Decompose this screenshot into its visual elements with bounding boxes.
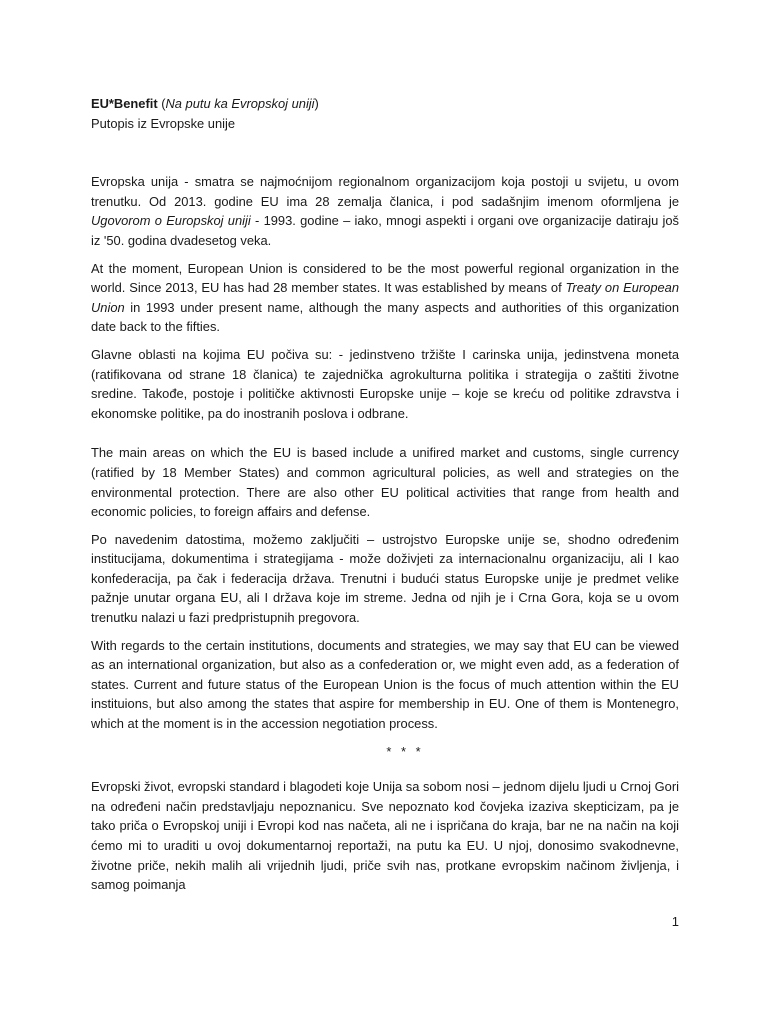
- paragraph-5: Po navedenim datostima, možemo zaključiti – ustrojstvo Europske unije se, shodno određenim institucijama, dokumentima i strategijama - može doživjeti za internacionalnu organizaciju, ali I kao konfederacija, pa čak i federacija država. Trenutni i budući status Europske unije je predmet velike pažnje unutar organa EU, ali I država koje im streme. Jedna od njih je i Crna Gora, koja se u ovom trenutku nalazi u fazi predpristupnih pregovora.: [91, 531, 679, 626]
- document-title: [91, 94, 679, 114]
- paragraph-2: [91, 259, 679, 337]
- paragraph-4: The main areas on which the EU is based include a unifired market and customs, single currency (ratified by 18 Member States) and common agricultural policies, as well and strategies on the environmental protection. There are also other EU political activities that range from health and economic policies, to foreign affairs and defense.: [91, 445, 679, 520]
- paragraph-1: [91, 172, 679, 250]
- paragraph-7: Evropski život, evropski standard i blagodeti koje Unija sa sobom nosi – jednom dijelu ljudi u Crnoj Gori na određeni način predstavljaju nepoznanicu. Sve nepoznato kod čovjeka izaziva skepticizam, pa je tako priča o Evropskoj uniji i Evropi kod nas načeta, ali ne i ispričana do kraja, bar ne na način na koji ćemo mi to uraditi u ovoj dokumentarnoj reportaži, na putu ka EU. U njoj, donosimo svakodnevne, životne priče, nekih malih ali vrijednih ljudi, priče svih nas, protkane evropskim načinom življenja, i samog poimanja: [91, 779, 679, 893]
- paragraph-2-text-b: in 1993 under present name, although the many aspects and authorities of this organization date back to the fifties.: [91, 299, 679, 335]
- paragraph-2-text-a: At the moment, European Union is considered to be the most powerful regional organization in the world. Since 2013, EU has had 28 member states. It was established by means of: [91, 260, 679, 296]
- paragraph-2-italic: Treaty on European Union: [91, 280, 679, 315]
- paragraph-1-text-b: - 1993. godine – iako, mnogi aspekti i organi ove organizacije datiraju još iz '50. godina dvadesetog veka.: [91, 213, 679, 248]
- page-number: 1: [671, 914, 679, 929]
- document-subtitle: Putopis iz Evropske unije: [91, 115, 236, 131]
- title-brand: EU*Benefit: [91, 96, 158, 111]
- paragraph-1-text-a: Evropska unija - smatra se najmoćnijom regionalnom organizacijom koja postoji u svijetu, u ovom trenutku. Od 2013. godine EU ima 28 zemalja članica, i pod sadašnjim imenom oformljena je: [91, 174, 679, 209]
- document-body: [91, 94, 679, 903]
- title-open-paren: (: [157, 96, 166, 111]
- title-close-paren: ): [314, 96, 319, 111]
- paragraph-6: With regards to the certain institutions, documents and strategies, we may say that EU can be viewed as an international organization, but also as a confederation or, we might even add, as a federation of states. Current and future status of the European Union is the focus of much attention within the EU instituions, but also among the states that aspire for membership in EU. One of them is Montenegro, which at the moment is in the accession negotiation process.: [91, 637, 679, 732]
- paragraph-3: Glavne oblasti na kojima EU počiva su: - jedinstveno tržište I carinska unija, jedinstvena moneta (ratifikovana od strane 18 članica) te zajednička agrokulturna politika i strategija o zaštiti životne sredine. Takođe, postoje i političke aktivnosti Europske unije – koje se kreću od politike zdravstva i ekonomske politike, pa do inostranih poslova i odbrane.: [91, 346, 679, 421]
- paragraph-1-italic: Ugovorom o Europskoj uniji: [91, 213, 251, 229]
- section-separator: * * *: [386, 743, 424, 759]
- title-subtitle-italic: Na putu ka Evropskoj uniji: [165, 96, 315, 111]
